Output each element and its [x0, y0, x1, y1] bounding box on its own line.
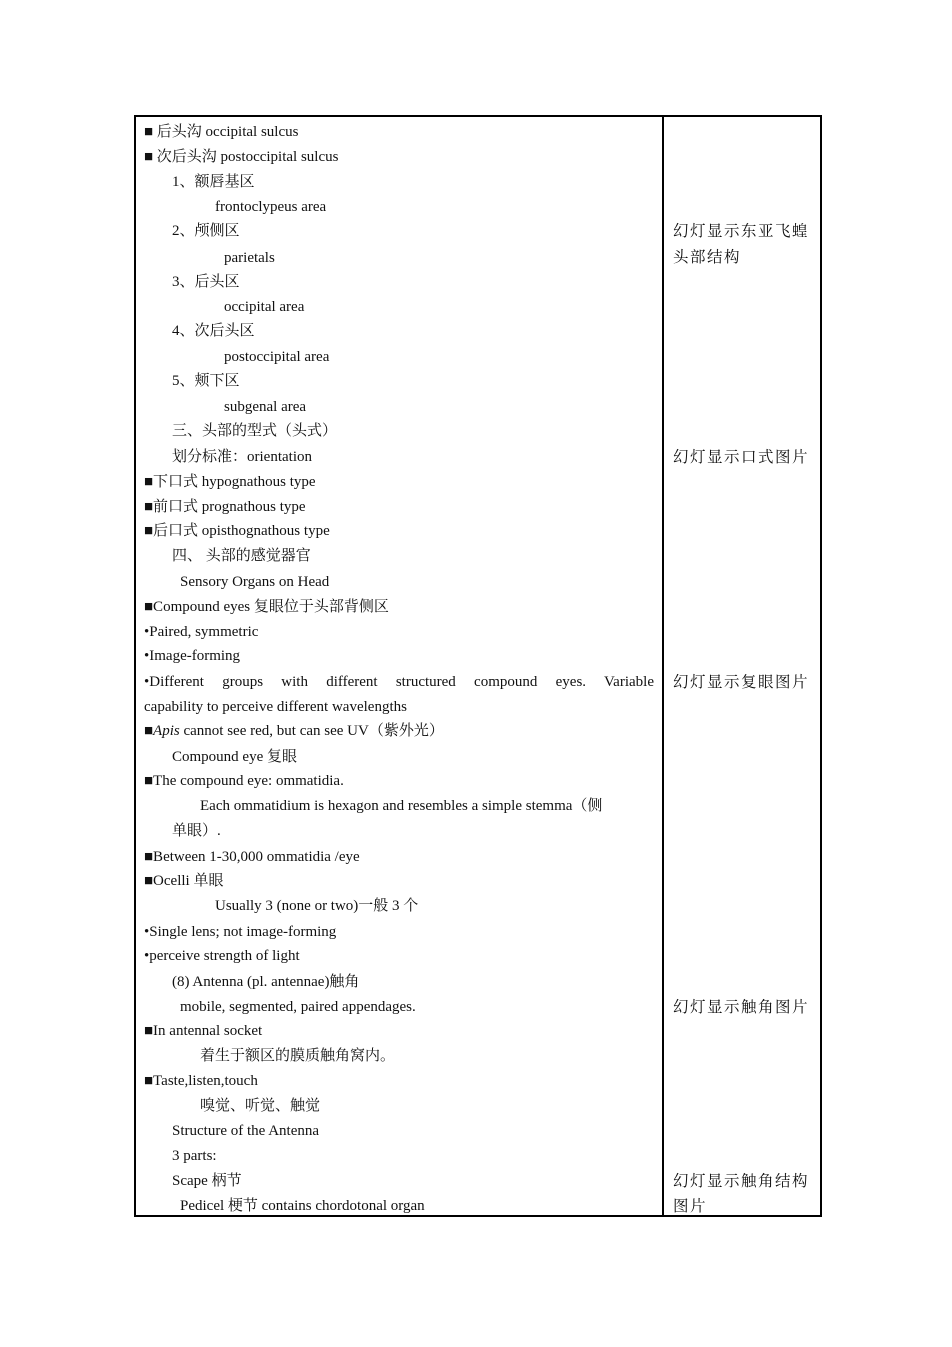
content-line: 3 parts: — [172, 1148, 217, 1164]
content-line: ■Between 1-30,000 ommatidia /eye — [144, 849, 360, 865]
content-line: postoccipital area — [224, 349, 330, 365]
content-line: Each ommatidium is hexagon and resembles a simple stemma（侧 — [200, 798, 603, 814]
content-line: •Image-forming — [144, 648, 241, 664]
content-line: ■下口式 hypognathous type — [144, 474, 316, 490]
content-line: parietals — [224, 250, 275, 266]
content-line: 单眼）. — [172, 823, 221, 839]
content-line: ■Compound eyes 复眼位于头部背侧区 — [144, 599, 389, 615]
slide-note: 幻灯显示复眼图片 — [673, 674, 810, 691]
content-line — [144, 722, 444, 741]
content-line: ■In antennal socket — [144, 1023, 263, 1039]
slide-note: 幻灯显示口式图片 — [673, 449, 810, 466]
species-name: ■Apis — [144, 723, 180, 739]
content-line: mobile, segmented, paired appendages. — [180, 999, 416, 1015]
content-line: ■Ocelli 单眼 — [144, 873, 224, 889]
content-line: Sensory Organs on Head — [180, 574, 330, 590]
content-line: 3、后头区 — [172, 274, 240, 290]
content-line: ■ 后头沟 occipital sulcus — [144, 124, 299, 140]
content-line: frontoclypeus area — [215, 199, 327, 215]
content-line: 划分标准：orientation — [172, 449, 312, 465]
content-line: 着生于额区的膜质触角窝内。 — [200, 1048, 396, 1064]
lesson-table — [134, 115, 822, 1217]
content-line: ■The compound eye: ommatidia. — [144, 773, 344, 789]
content-line: ■前口式 prognathous type — [144, 499, 306, 515]
content-line: occipital area — [224, 299, 305, 315]
content-line: •Single lens; not image-forming — [144, 924, 337, 940]
slide-note: 头部结构 — [673, 249, 742, 266]
content-line: Pedicel 梗节 contains chordotonal organ — [180, 1198, 425, 1214]
content-line: capability to perceive different wavelengths — [144, 699, 407, 715]
slide-note: 幻灯显示东亚飞蝗 — [673, 223, 810, 240]
content-line: 嗅觉、听觉、触觉 — [200, 1098, 321, 1114]
content-line: ■Taste,listen,touch — [144, 1073, 258, 1089]
content-line: 2、颅侧区 — [172, 223, 240, 239]
content-line: 三、头部的型式（头式） — [172, 423, 338, 439]
content-line: Compound eye 复眼 — [172, 749, 297, 765]
content-line: 4、次后头区 — [172, 323, 255, 339]
content-line: ■ 次后头沟 postoccipital sulcus — [144, 149, 339, 165]
content-line: Scape 柄节 — [172, 1173, 242, 1189]
content-line: •Different groups with different structured compound eyes. Variable — [144, 674, 654, 690]
content-line: 1、额唇基区 — [172, 174, 255, 190]
content-line: (8) Antenna (pl. antennae)触角 — [172, 974, 360, 990]
slide-note: 幻灯显示触角结构 — [673, 1173, 810, 1190]
content-line: Structure of the Antenna — [172, 1123, 320, 1139]
content-line: •Paired, symmetric — [144, 624, 259, 640]
slide-note: 幻灯显示触角图片 — [673, 999, 810, 1016]
content-line: 四、 头部的感觉器官 — [172, 548, 311, 564]
content-line: •perceive strength of light — [144, 948, 300, 964]
content-line: subgenal area — [224, 399, 307, 415]
content-column — [136, 117, 662, 1215]
line-text: cannot see red, but can see UV（紫外光） — [183, 723, 444, 739]
content-line: 5、颊下区 — [172, 373, 240, 389]
content-line: Usually 3 (none or two)一般 3 个 — [215, 898, 419, 914]
notes-column — [664, 117, 820, 1215]
slide-note: 图片 — [673, 1198, 708, 1215]
content-line: ■后口式 opisthognathous type — [144, 523, 330, 539]
